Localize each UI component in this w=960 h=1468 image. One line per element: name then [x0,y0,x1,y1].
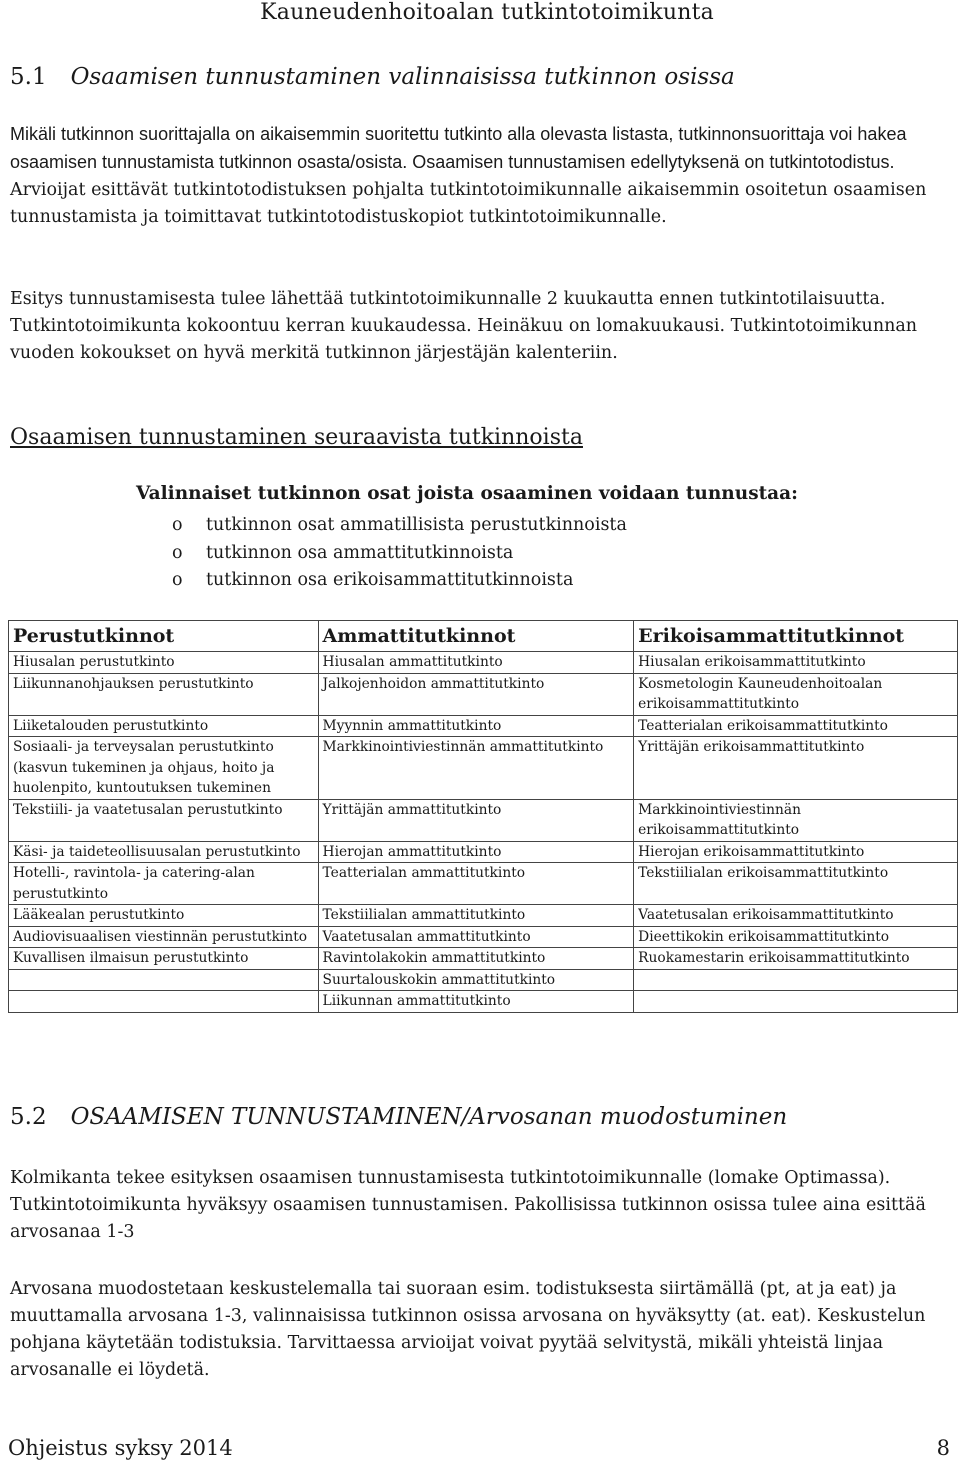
paragraph-kolmikanta: Kolmikanta tekee esityksen osaamisen tunnustamisesta tutkintotoimikunnalle (lomake Optimassa). Tutkintotoimikunta hyväksyy osaamisen tunnustamisen. Pakollisissa tutkinnon osissa tulee aina esittää arvosanaa 1-3 [10,1168,926,1242]
section-heading-5-1 [10,64,735,90]
table-cell: Ruokamestarin erikoisammattitutkinto [634,948,958,970]
table-cell: Hiusalan ammattitutkinto [318,652,634,674]
table-cell: Myynnin ammattitutkinto [318,715,634,737]
table-cell: Hiusalan perustutkinto [9,652,319,674]
table-cell [634,991,958,1013]
table-cell: Liiketalouden perustutkinto [9,715,319,737]
paragraph-intro-part1: Mikäli tutkinnon suorittajalla on aikaisemmin suoritettu tutkinto alla olevasta listasta, tutkinnonsuorittaja voi hakea osaamisen tunnustamista tutkinnon osasta/osista. Osaamisen tunnustamisen edellytyksenä on tutkintotodistus. [10,124,907,172]
table-cell: Markkinointiviestinnän ammattitutkinto [318,737,634,800]
qualifications-table [8,620,958,1013]
column-header: Erikoisammattitutkinnot [634,621,958,652]
column-header: Ammattitutkinnot [318,621,634,652]
table-cell: Audiovisuaalisen viestinnän perustutkinto [9,926,319,948]
table-row [9,715,958,737]
table-row [9,799,958,841]
table-row [9,673,958,715]
footer-text: Ohjeistus syksy 2014 [8,1436,233,1460]
table-row [9,991,958,1013]
table-cell: Tekstiilialan ammattitutkinto [318,905,634,927]
paragraph-submission: Esitys tunnustamisesta tulee lähettää tutkintotoimikunnalle 2 kuukautta ennen tutkintotilaisuutta. Tutkintotoimikunta kokoontuu kerran kuukaudessa. Heinäkuu on lomakuukausi. Tutkintotoimikunnan vuoden kokoukset on hyvä merkitä tutkinnon järjestäjän kalenteriin. [10,289,918,363]
table-cell: Hierojan erikoisammattitutkinto [634,841,958,863]
table-cell: Jalkojenhoidon ammattitutkinto [318,673,634,715]
table-cell: Teatterialan ammattitutkinto [318,863,634,905]
section-number: 5.1 [10,64,47,90]
page-number: 8 [936,1436,950,1460]
page-header: Kauneudenhoitoalan tutkintotoimikunta [260,0,714,25]
table-cell: Ravintolakokin ammattitutkinto [318,948,634,970]
table-row [9,863,958,905]
paragraph-intro-part2: Arvioijat esittävät tutkintotodistuksen pohjalta tutkintotoimikunnalle aikaisemmin osoitetun osaamisen tunnustamista ja toimittavat tutkintotodistuskopiot tutkintotoimikunnalle. [10,180,927,227]
page-footer [8,1436,950,1460]
table-row [9,841,958,863]
section-title: Osaamisen tunnustaminen valinnaisissa tutkinnon osissa [70,64,735,90]
table-cell: Käsi- ja taideteollisuusalan perustutkinto [9,841,319,863]
table-row [9,652,958,674]
bullet-list [172,512,627,595]
table-header-row [9,621,958,652]
underlined-heading: Osaamisen tunnustaminen seuraavista tutkinnoista [10,425,583,450]
section-heading-5-2 [10,1104,787,1130]
list-item-text: tutkinnon osat ammatillisista perustutkinnoista [206,515,627,535]
section-title: OSAAMISEN TUNNUSTAMINEN/Arvosanan muodostuminen [70,1104,788,1130]
valinnaiset-heading: Valinnaiset tutkinnon osat joista osaaminen voidaan tunnustaa: [136,483,798,504]
list-item-text: tutkinnon osa erikoisammattitutkinnoista [206,570,574,590]
table-cell: Vaatetusalan ammattitutkinto [318,926,634,948]
table-cell: Yrittäjän erikoisammattitutkinto [634,737,958,800]
table-cell [9,991,319,1013]
paragraph-arvosana: Arvosana muodostetaan keskustelemalla tai suoraan esim. todistuksesta siirtämällä (pt, at ja eat) ja muuttamalla arvosana 1-3, valinnaisissa tutkinnon osissa arvosana on hyväksytty (at. eat). Keskustelun pohjana käytetään todistuksia. Tarvittaessa arvioijat voivat pyytää selvitystä, mikäli yhteistä linjaa arvosanalle ei löydetä. [10,1279,926,1380]
table-cell [9,969,319,991]
table-row [9,926,958,948]
table-cell: Yrittäjän ammattitutkinto [318,799,634,841]
table-cell: Hiusalan erikoisammattitutkinto [634,652,958,674]
table-cell: Vaatetusalan erikoisammattitutkinto [634,905,958,927]
paragraph-intro [10,121,945,231]
bullet-marker: o [172,515,183,535]
column-header: Perustutkinnot [9,621,319,652]
table-cell: Lääkealan perustutkinto [9,905,319,927]
bullet-marker: o [172,542,183,563]
table-cell: Kuvallisen ilmaisun perustutkinto [9,948,319,970]
table-row [9,737,958,800]
table-cell: Liikunnan ammattitutkinto [318,991,634,1013]
list-item [172,512,627,540]
table-cell: Tekstiili- ja vaatetusalan perustutkinto [9,799,319,841]
bullet-marker: o [172,570,183,590]
table-cell: Hotelli-, ravintola- ja catering-alan perustutkinto [9,863,319,905]
table-cell: Kosmetologin Kauneudenhoitoalan erikoisammattitutkinto [634,673,958,715]
list-item [172,567,627,595]
table-cell: Sosiaali- ja terveysalan perustutkinto (kasvun tukeminen ja ohjaus, hoito ja huolenpito, kuntoutuksen tukeminen [9,737,319,800]
table-cell: Suurtalouskokin ammattitutkinto [318,969,634,991]
list-item-text: tutkinnon osa ammattitutkinnoista [206,542,514,563]
table-cell: Hierojan ammattitutkinto [318,841,634,863]
table-cell: Dieettikokin erikoisammattitutkinto [634,926,958,948]
table-cell: Liikunnanohjauksen perustutkinto [9,673,319,715]
table-row [9,905,958,927]
table-cell: Markkinointiviestinnän erikoisammattitutkinto [634,799,958,841]
list-item [172,540,627,568]
table-cell: Teatterialan erikoisammattitutkinto [634,715,958,737]
table-cell [634,969,958,991]
table-row [9,969,958,991]
table-cell: Tekstiilialan erikoisammattitutkinto [634,863,958,905]
table-row [9,948,958,970]
section-number: 5.2 [10,1104,47,1130]
